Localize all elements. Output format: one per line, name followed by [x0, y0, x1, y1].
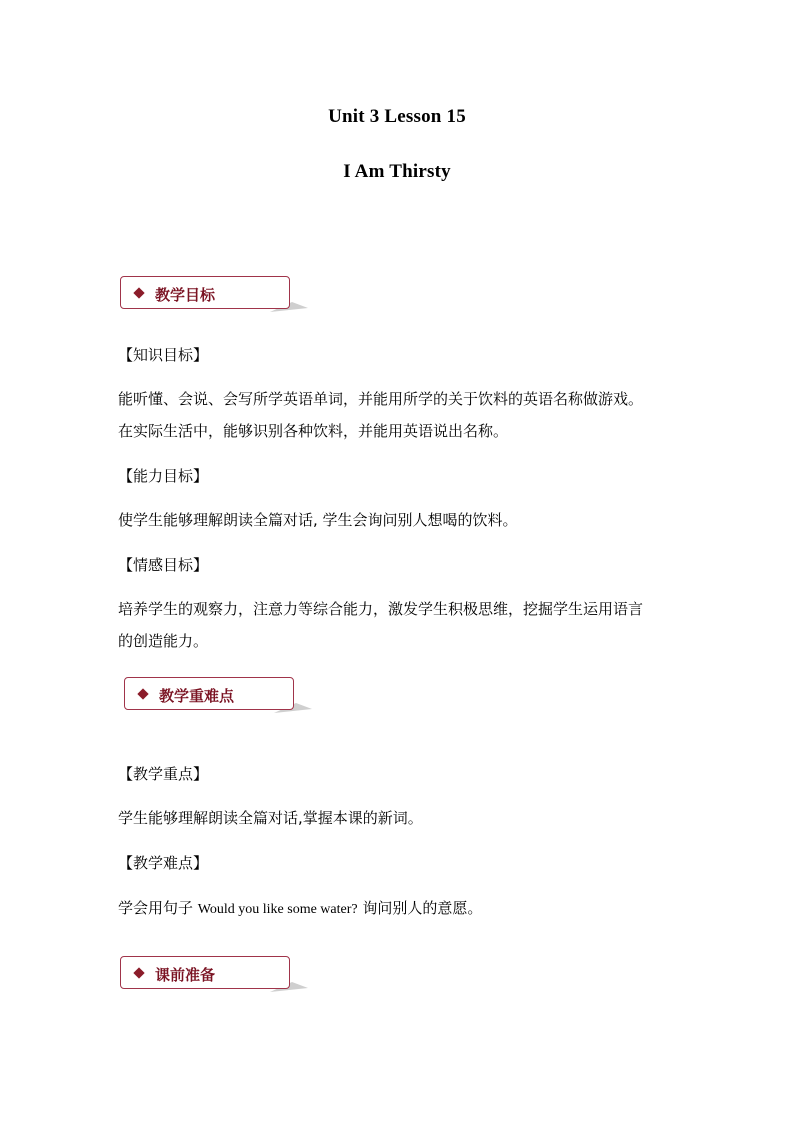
knowledge-objective-text: 在实际生活中，能够识别各种饮料，并能用英语说出名称。 — [118, 422, 509, 440]
section-header-label: 教学目标 — [155, 286, 216, 304]
lesson-subtitle: I Am Thirsty — [343, 161, 451, 182]
section-header-box — [124, 677, 294, 710]
difficulty-text-suffix: 询问别人的意愿。 — [357, 899, 483, 917]
section-header-key-points — [124, 677, 298, 713]
section-header-box — [120, 276, 290, 309]
knowledge-objective-text: 能听懂、会说、会写所学英语单词，并能用所学的关于饮料的英语名称做游戏。 — [118, 390, 644, 408]
emotion-objective-text: 的创造能力。 — [118, 632, 209, 650]
section-header-box — [120, 956, 290, 989]
difficulty-english-sentence: Would you like some water? — [197, 902, 358, 917]
knowledge-objective-heading: 【知识目标】 — [118, 346, 209, 364]
lesson-title: Unit 3 Lesson 15 — [328, 106, 466, 127]
section-header-label: 教学重难点 — [159, 687, 235, 705]
emotion-objective-heading: 【情感目标】 — [118, 556, 209, 574]
section-header-objectives — [120, 276, 294, 312]
section-header-label: 课前准备 — [155, 966, 216, 984]
teaching-difficulty-text — [118, 898, 482, 920]
teaching-difficulty-heading: 【教学难点】 — [118, 854, 209, 872]
diamond-bullet-icon — [133, 287, 144, 298]
ability-objective-heading: 【能力目标】 — [118, 467, 209, 485]
emotion-objective-text: 培养学生的观察力，注意力等综合能力，激发学生积极思维，挖掘学生运用语言 — [118, 600, 644, 618]
diamond-bullet-icon — [137, 688, 148, 699]
teaching-focus-heading: 【教学重点】 — [118, 765, 209, 783]
section-header-preparation — [120, 956, 294, 992]
ability-objective-text: 使学生能够理解朗读全篇对话, 学生会询问别人想喝的饮料。 — [118, 511, 518, 529]
teaching-focus-text: 学生能够理解朗读全篇对话,掌握本课的新词。 — [118, 809, 423, 827]
diamond-bullet-icon — [133, 967, 144, 978]
difficulty-text-prefix: 学会用句子 — [118, 899, 198, 917]
